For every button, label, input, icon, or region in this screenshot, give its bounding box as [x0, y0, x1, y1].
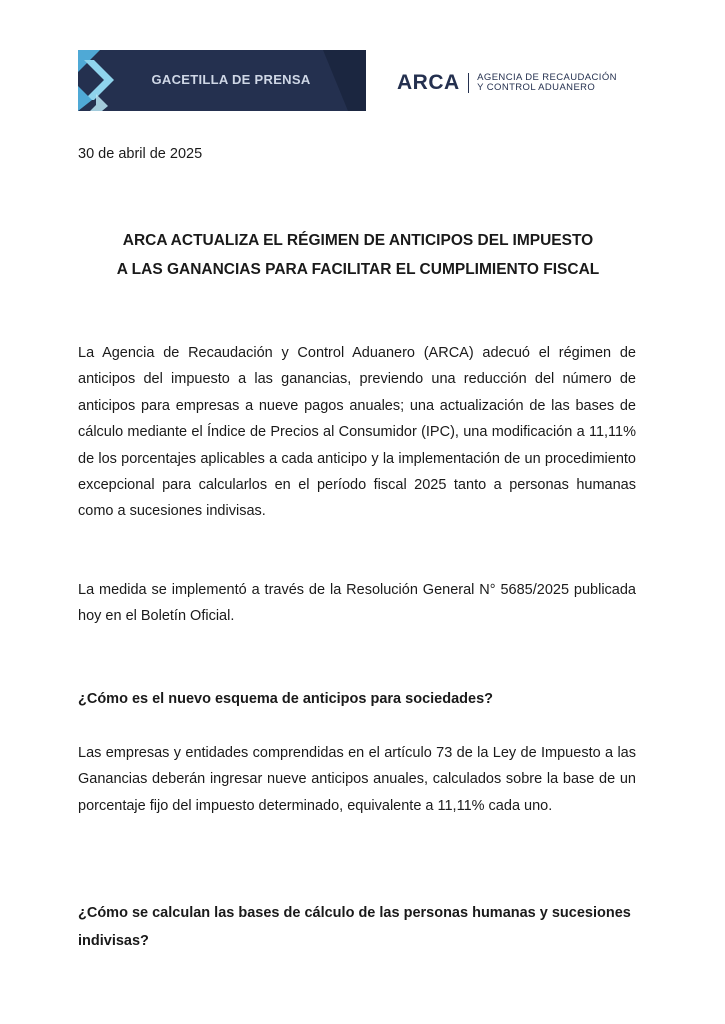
logo-wordmark: ARCA	[397, 71, 460, 94]
arca-logo	[397, 68, 617, 98]
title-line-2: A LAS GANANCIAS PARA FACILITAR EL CUMPLIMIENTO FISCAL	[116, 261, 600, 278]
press-release-banner	[78, 50, 366, 111]
banner-label: GACETILLA DE PRENSA	[151, 72, 311, 87]
paragraph-companies: Las empresas y entidades comprendidas en el artículo 73 de la Ley de Impuesto a las Ganancias deberán ingresar nueve anticipos anuales, calculados sobre la base de un porcentaje fijo del impuesto determinado, equivalente a 11,11% cada uno.	[78, 745, 636, 814]
publication-date: 30 de abril de 2025	[78, 146, 203, 162]
title-line-1: ARCA ACTUALIZA EL RÉGIMEN DE ANTICIPOS DEL IMPUESTO	[122, 232, 594, 249]
logo-divider	[468, 73, 470, 93]
logo-agency-name	[477, 73, 617, 93]
logo-agency-line1: AGENCIA DE RECAUDACIÓN	[477, 72, 617, 83]
section-heading-companies: ¿Cómo es el nuevo esquema de anticipos para sociedades?	[78, 691, 493, 707]
page-title	[78, 226, 638, 284]
paragraph-intro: La Agencia de Recaudación y Control Aduanero (ARCA) adecuó el régimen de anticipos del impuesto a las ganancias, previendo una reducción del número de anticipos para empresas a nueve pagos anuales; una actualización de las bases de cálculo mediante el Índice de Precios al Consumidor (IPC), una modificación a 11,11% de los porcentajes aplicables a cada anticipo y la implementación de un procedimiento excepcional para calcularlos en el período fiscal 2025 tanto a personas humanas como a sucesiones indivisas.	[78, 345, 636, 520]
logo-agency-line2: Y CONTROL ADUANERO	[477, 82, 596, 93]
section-heading-individuals: ¿Cómo se calculan las bases de cálculo de las personas humanas y sucesiones indivisas?	[78, 905, 631, 949]
paragraph-resolution: La medida se implementó a través de la Resolución General N° 5685/2025 publicada hoy en el Boletín Oficial.	[78, 582, 636, 625]
